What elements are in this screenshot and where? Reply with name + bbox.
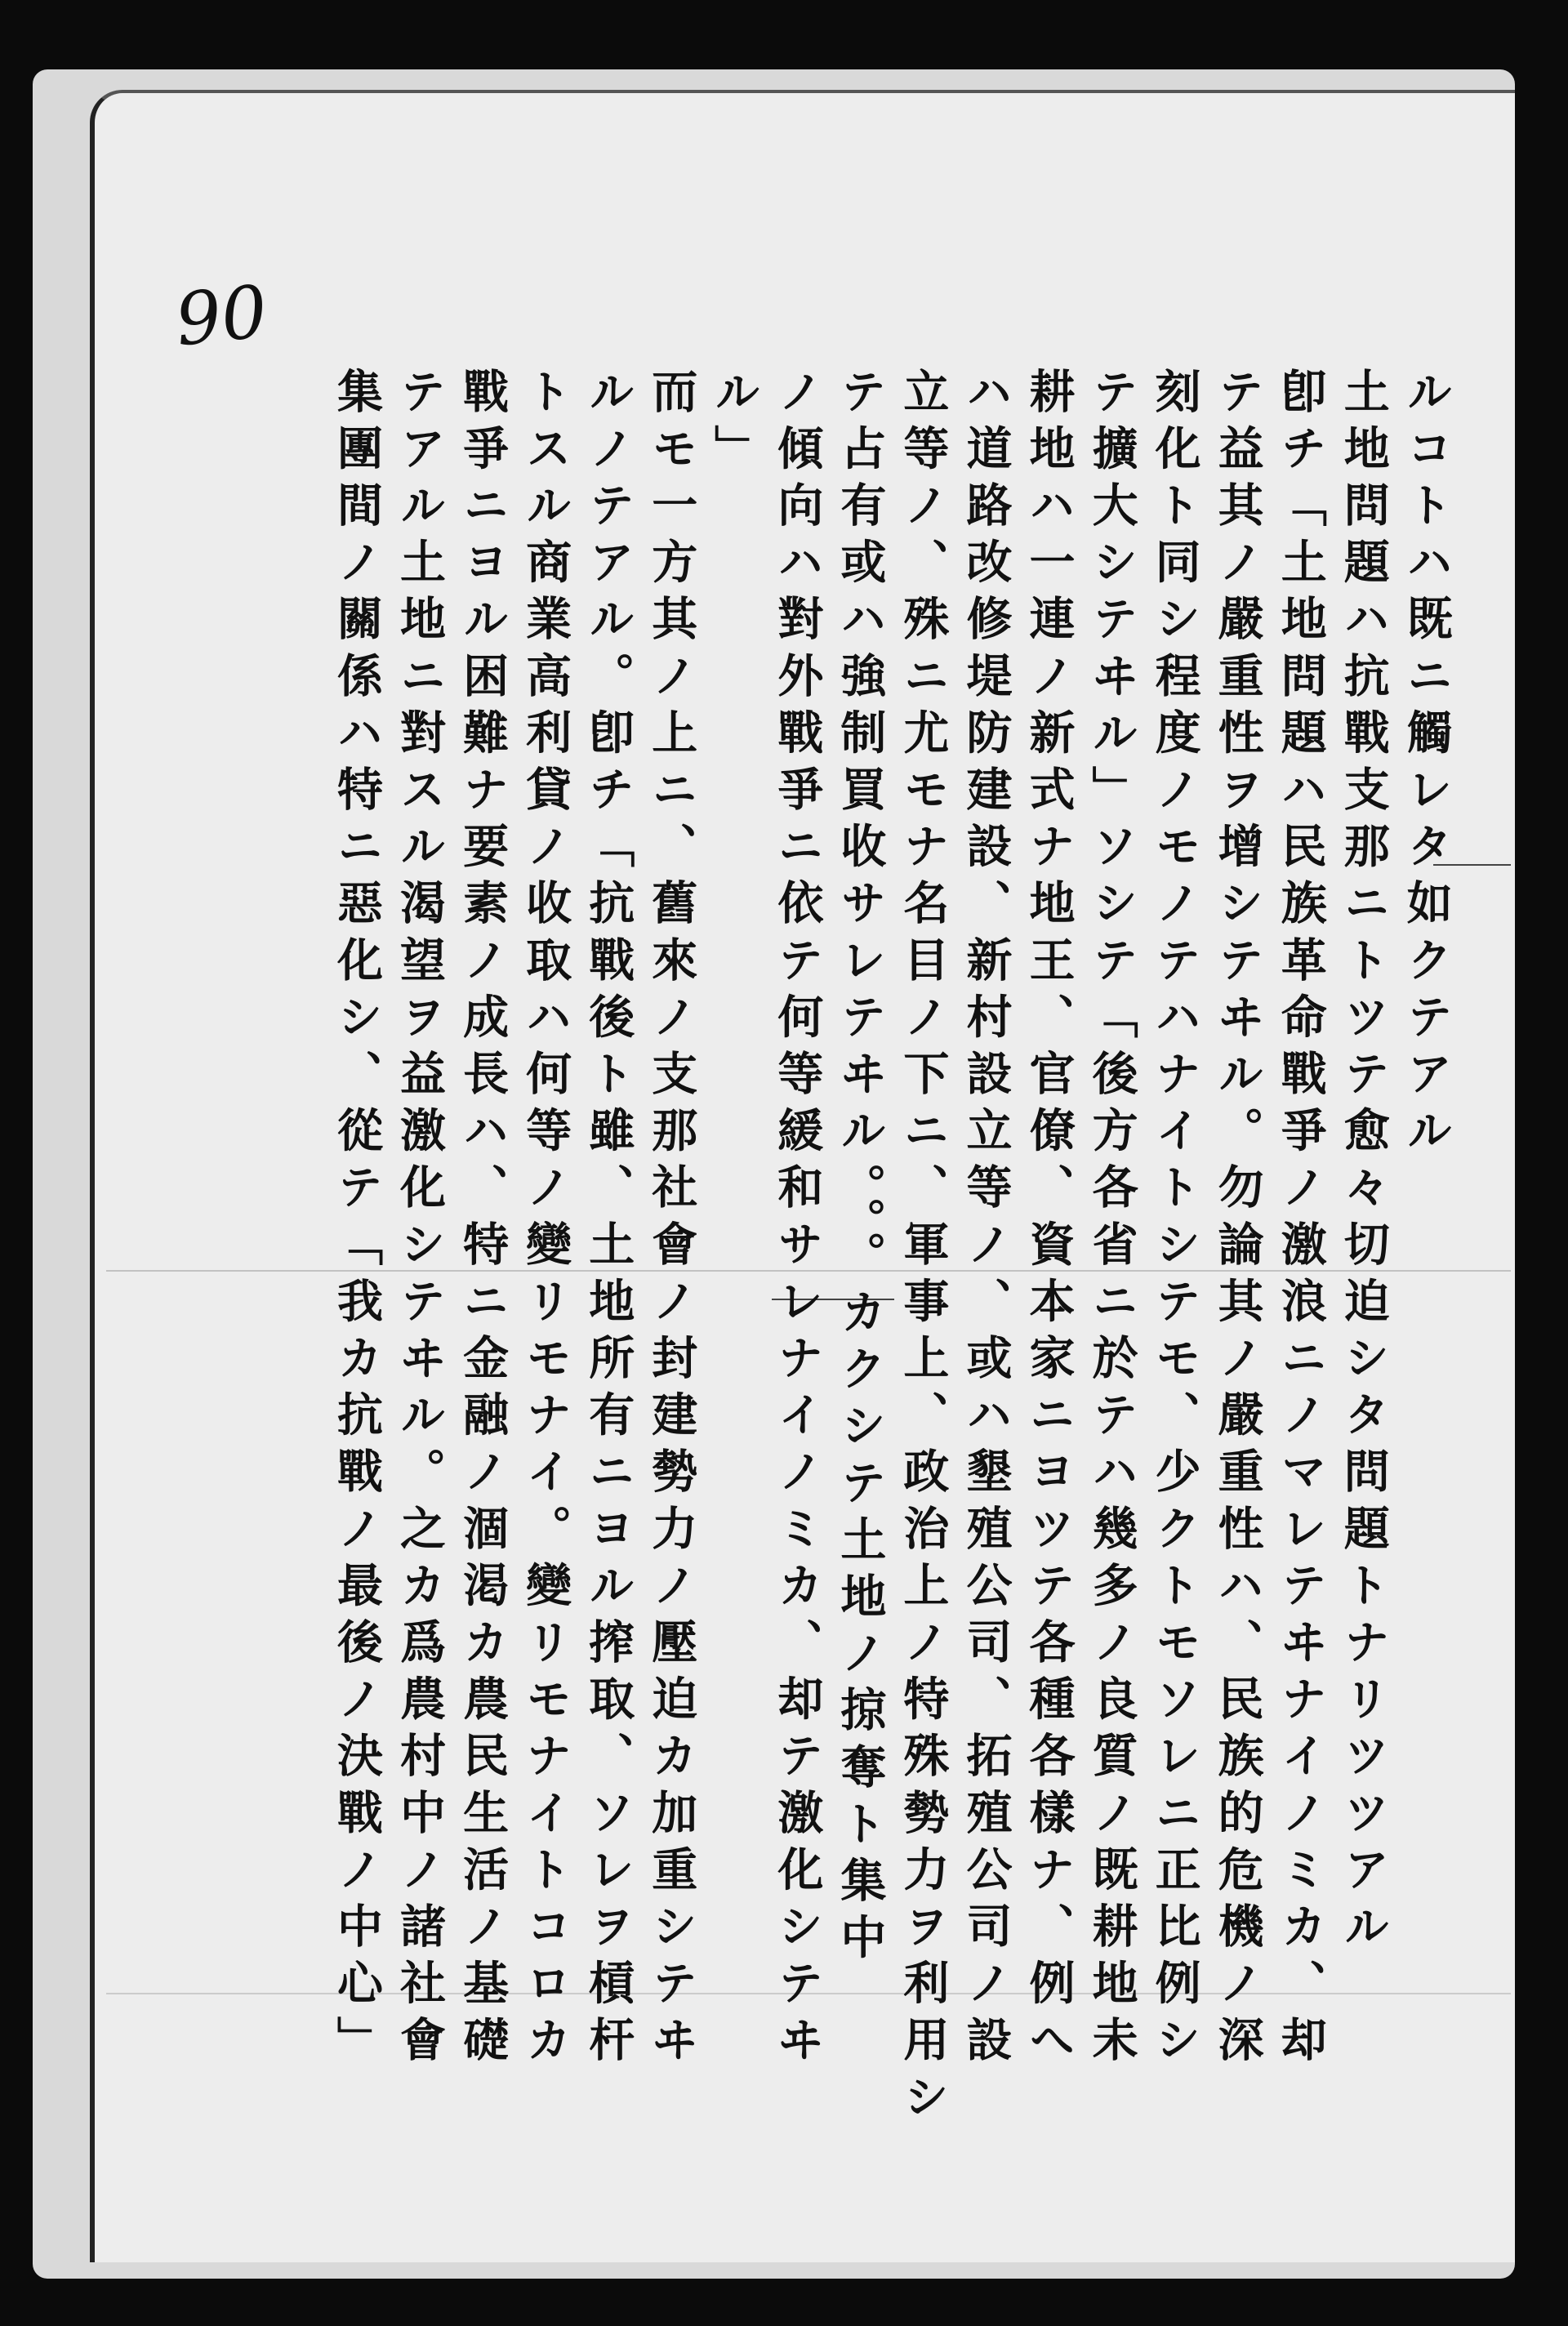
text-column: ルノテアル。卽チ「抗戰後ト雖、土地所有ニヨル搾取、ソレヲ槓杆 — [581, 368, 636, 2073]
text-column: 土地問題ハ抗戰支那ニトツテ愈々切迫シタ問題トナリツツアル — [1336, 368, 1391, 1959]
text-column: テ擴大シテヰル」ソシテ「後方各省ニ於テハ幾多ノ良質ノ既耕地未 — [1085, 368, 1139, 2073]
text-column: 集團間ノ關係ハ特ニ惡化シ、從テ「我カ抗戰ノ最後ノ決戰ノ中心」 — [330, 368, 384, 2073]
text-column: 而モ一方其ノ上ニ、舊來ノ支那社會ノ封建勢力ノ壓迫カ加重シテヰ — [644, 368, 699, 2073]
page-number: 90 — [171, 269, 272, 363]
text-column: テ占有或ハ強制買收サレテヰル。。。カクシテ土地ノ掠奪ト集中 — [833, 368, 888, 1971]
text-column: 耕地ハ一連ノ新式ナ地王、官僚、資本家ニヨツテ各種各樣ナ、例へ — [1022, 368, 1076, 2073]
text-column: ノ傾向ハ對外戰爭ニ依テ何等緩和サレナイノミカ、却テ激化シテヰ — [770, 368, 825, 2073]
text-column: ルコトハ既ニ觸レタ如クテアル — [1399, 368, 1454, 1164]
text-column: テアル土地ニ對スル渴望ヲ益激化シテヰル。之カ爲農村中ノ諸社會 — [393, 368, 448, 2073]
text-column: ル」 — [707, 368, 762, 482]
text-column: 戰爭ニヨル困難ナ要素ノ成長ハ、特ニ金融ノ涸渇カ農民生活ノ基礎 — [456, 368, 510, 2073]
text-column: 刻化ト同シ程度ノモノテハナイトシテモ、少クトモソレニ正比例シ — [1147, 368, 1202, 2073]
text-column: 立等ノ、殊ニ尤モナ名目ノ下ニ、軍事上、政治上ノ特殊勢力ヲ利用シ — [896, 368, 951, 2130]
text-column: ハ道路改修堤防建設、新村設立等ノ、或ハ墾殖公司、拓殖公司ノ設 — [959, 368, 1013, 2073]
text-column: テ益其ノ嚴重性ヲ增シテヰル。勿論其ノ嚴重性ハ、民族的危機ノ深 — [1210, 368, 1265, 2073]
text-column: 卽チ「土地問題ハ民族革命戰爭ノ激浪ニノマレテヰナイノミカ、却 — [1273, 368, 1328, 2073]
text-column: トスル商業高利貸ノ收取ハ何等ノ變リモナイ。變リモナイトコロカ — [519, 368, 573, 2073]
vertical-text-body — [323, 368, 1454, 2130]
